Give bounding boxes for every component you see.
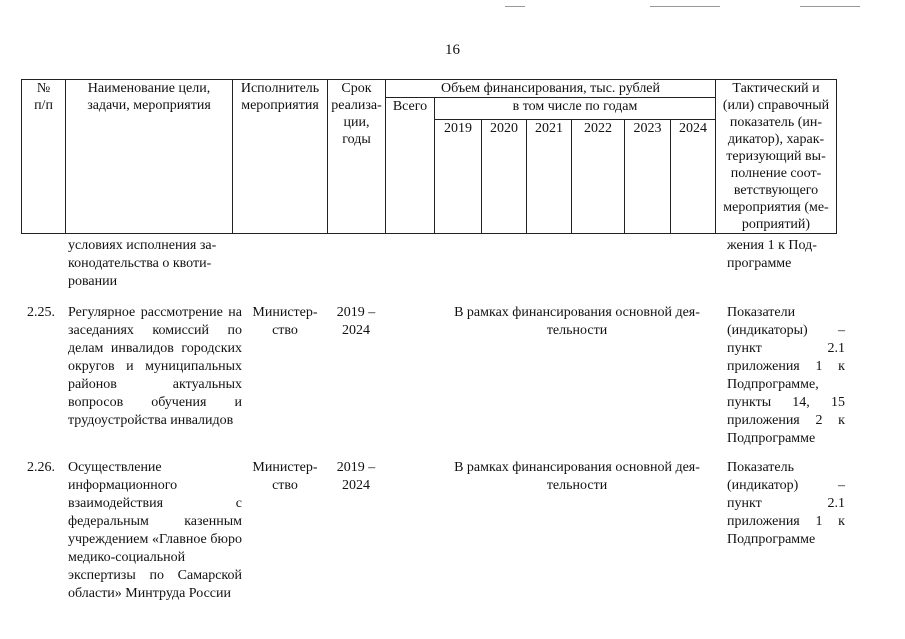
continuation-indicator: жения 1 к Под- программе: [727, 238, 817, 271]
row-term: 2019 – 2024: [336, 305, 376, 338]
header-year: 2020: [482, 120, 527, 234]
row-indicator: Показатели (индикаторы) – пункт 2.1 приложения 1 к Подпрограмме, пункты 14, 15 приложения 2 к Подпрограмме: [727, 305, 845, 446]
header-year: 2024: [671, 120, 716, 234]
row-number: 2.25.: [27, 305, 55, 320]
header-term: Срок реализа- ции, годы: [328, 80, 386, 234]
row-funding: В рамках финансирования основной дея- тельности: [454, 305, 700, 338]
header-num: № п/п: [22, 80, 66, 234]
row-funding: В рамках финансирования основной дея- тельности: [454, 460, 700, 493]
header-year: 2019: [435, 120, 482, 234]
row-term: 2019 – 2024: [336, 460, 376, 493]
header-year: 2023: [625, 120, 671, 234]
row-name: Осуществление информационного взаимодействия с федеральным казенным учреждением «Главное бюро медико-социальной экспертизы по Самарской области» Минтруда России: [68, 460, 242, 601]
continuation-name: условиях исполнения за- конодательства о квоти- ровании: [68, 238, 217, 289]
header-by-years: в том числе по годам: [435, 98, 716, 120]
header-funding: Объем финансирования, тыс. рублей: [386, 80, 716, 98]
header-total: Всего: [386, 98, 435, 234]
row-executor: Министер- ство: [252, 460, 318, 493]
row-indicator: Показатель (индикатор) – пункт 2.1 приложения 1 к Подпрограмме: [727, 460, 845, 547]
page-number: 16: [445, 42, 460, 58]
header-year: 2022: [572, 120, 625, 234]
header-indicator: Тактический и (или) справочный показатель (ин- дикатор), харак- теризующий вы- полнение соот- ветствующего мероприятия (ме- роприятий): [716, 80, 837, 234]
header-executor: Исполнитель мероприятия: [233, 80, 328, 234]
row-executor: Министер- ство: [252, 305, 318, 338]
row-name: Регулярное рассмотрение на заседаниях комиссий по делам инвалидов городских округов и муниципальных районов актуальных вопросов обучения и трудоустройства инвалидов: [68, 305, 242, 428]
header-name: Наименование цели, задачи, мероприятия: [66, 80, 233, 234]
header-year: 2021: [527, 120, 572, 234]
row-number: 2.26.: [27, 460, 55, 475]
